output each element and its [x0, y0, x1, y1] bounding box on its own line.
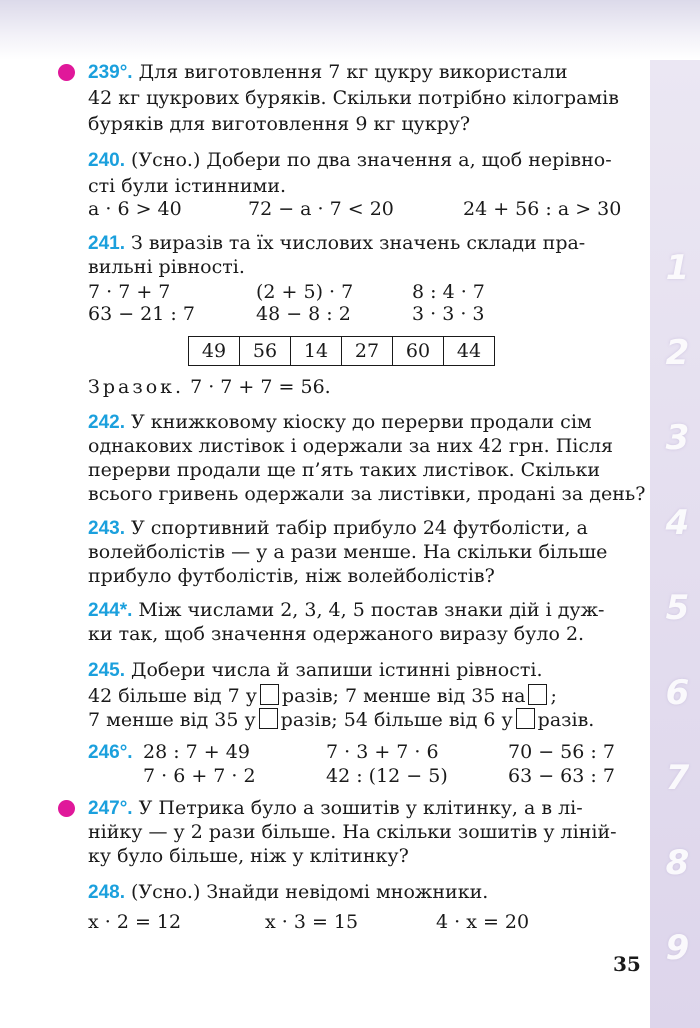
task-244-number: 244*.	[88, 600, 133, 621]
task-246-expr-r2-3: 63 − 63 : 7	[508, 765, 615, 787]
task-244-line-1	[88, 599, 604, 622]
sidebar-tab-8: 8	[665, 843, 690, 883]
task-239-line-2: 42 кг цукрових буряків. Скільки потрібно кілограмів	[88, 87, 619, 109]
task-247-line-3: ку було більше, ніж у клітинку?	[88, 845, 409, 867]
task-241-expr-r1-3: 8 : 4 · 7	[412, 281, 485, 303]
task-240-number: 240.	[88, 150, 125, 171]
task-241-expr-r2-1: 63 − 21 : 7	[88, 303, 195, 325]
task-240-expr-1: a · 6 > 40	[88, 198, 182, 220]
task-245-text-1: Добери числа й запиши істинні рівності.	[131, 659, 543, 681]
task-245-r1-c: ;	[550, 685, 557, 707]
task-243-number: 243.	[88, 518, 125, 539]
page-top-fade	[0, 0, 700, 60]
task-248-expr-3: 4 · x = 20	[436, 911, 530, 933]
sidebar-tab-6: 6	[665, 673, 690, 713]
example-label: Зразок.	[88, 376, 185, 398]
sidebar-tab-9: 9	[665, 928, 690, 968]
task-248-line-1	[88, 881, 488, 904]
task-241-expr-r1-2: (2 + 5) · 7	[256, 281, 354, 303]
task-240-line-2: сті були істинними.	[88, 175, 287, 197]
task-240-text-1: (Усно.) Добери по два значення a, щоб нерівно-	[131, 149, 612, 171]
task-241-values-table	[188, 336, 495, 366]
task-244-text-1: Між числами 2, 3, 4, 5 постав знаки дій і дуж-	[138, 599, 605, 621]
task-241-line-2: вильні рівності.	[88, 256, 245, 278]
task-246-expr-r1-2: 7 · 3 + 7 · 6	[326, 741, 439, 763]
bullet-239	[58, 64, 75, 81]
task-239-text-1: Для виготовлення 7 кг цукру використали	[138, 61, 568, 83]
task-241-expr-r2-3: 3 · 3 · 3	[412, 303, 485, 325]
task-241-number: 241.	[88, 233, 125, 254]
task-245-r1-a: 42 більше від 7 у	[88, 685, 257, 707]
answer-box[interactable]	[260, 684, 279, 705]
task-246-row-1	[88, 741, 133, 764]
value-cell: 14	[290, 337, 341, 365]
value-cell: 27	[341, 337, 392, 365]
task-247-number: 247°.	[88, 798, 133, 819]
answer-box[interactable]	[259, 708, 278, 729]
task-248-expr-2: x · 3 = 15	[265, 911, 359, 933]
task-242-line-4: всього гривень одержали за листівки, продані за день?	[88, 483, 646, 505]
task-246-expr-r2-1: 7 · 6 + 7 · 2	[143, 765, 256, 787]
task-245-r2-b: разів; 54 більше від 6 у	[280, 709, 513, 731]
task-242-line-2: однакових листівок і одержали за них 42 грн. Після	[88, 435, 614, 457]
task-248-expr-1: x · 2 = 12	[88, 911, 182, 933]
task-242-line-3: перерви продали ще п’ять таких листівок. Скільки	[88, 459, 601, 481]
task-239-line-3: буряків для виготовлення 9 кг цукру?	[88, 113, 471, 135]
task-246-number: 246°.	[88, 742, 133, 763]
task-246-expr-r1-3: 70 − 56 : 7	[508, 741, 615, 763]
task-243-line-2: волейболістів — у a рази менше. На скільки більше	[88, 541, 608, 563]
sidebar-tab-4: 4	[665, 503, 690, 543]
task-245-r1-b: разів; 7 менше від 35 на	[281, 685, 526, 707]
sidebar-tab-1: 1	[665, 248, 690, 288]
task-245-row-1	[88, 684, 557, 708]
task-247-line-2: нійку — у 2 рази більше. На скільки зошитів у ліній-	[88, 821, 617, 843]
value-cell: 60	[392, 337, 443, 365]
task-242-number: 242.	[88, 412, 125, 433]
sidebar-tab-5: 5	[665, 588, 690, 628]
task-243-line-3: прибуло футболістів, ніж волейболістів?	[88, 565, 495, 587]
task-241-expr-r2-2: 48 − 8 : 2	[256, 303, 351, 325]
answer-box[interactable]	[528, 684, 547, 705]
task-245-number: 245.	[88, 660, 125, 681]
task-240-line-1	[88, 149, 612, 172]
task-240-expr-2: 72 − a · 7 < 20	[248, 198, 394, 220]
task-239-number: 239°.	[88, 62, 133, 83]
page-number: 35	[613, 952, 641, 976]
task-242-line-1	[88, 411, 592, 434]
answer-box[interactable]	[516, 708, 535, 729]
task-239-line-1	[88, 61, 568, 84]
task-246-expr-r2-2: 42 : (12 − 5)	[326, 765, 448, 787]
task-241-expr-r1-1: 7 · 7 + 7	[88, 281, 171, 303]
task-243-line-1	[88, 517, 588, 540]
bullet-247	[58, 800, 75, 817]
sidebar-tab-3: 3	[665, 418, 690, 458]
example-text: 7 · 7 + 7 = 56.	[190, 376, 331, 398]
task-247-line-1	[88, 797, 583, 820]
sidebar-tab-2: 2	[665, 333, 690, 373]
task-241-example	[88, 376, 331, 399]
task-247-text-1: У Петрика було a зошитів у клітинку, а в лі-	[138, 797, 583, 819]
task-240-expr-3: 24 + 56 : a > 30	[463, 198, 622, 220]
task-245-r2-c: разів.	[537, 709, 595, 731]
task-245-r2-a: 7 менше від 35 у	[88, 709, 256, 731]
task-244-line-2: ки так, щоб значення одержаного виразу було 2.	[88, 623, 585, 645]
task-241-text-1: З виразів та їх числових значень склади пра-	[131, 232, 586, 254]
task-243-text-1: У спортивний табір прибуло 24 футболісти, а	[131, 517, 588, 539]
task-248-number: 248.	[88, 882, 125, 903]
task-242-text-1: У книжковому кіоску до перерви продали сім	[131, 411, 592, 433]
value-cell: 56	[239, 337, 290, 365]
task-246-expr-r1-1: 28 : 7 + 49	[143, 741, 250, 763]
sidebar-tab-7: 7	[665, 758, 690, 798]
task-245-line-1	[88, 659, 543, 682]
task-241-line-1	[88, 232, 585, 255]
value-cell: 49	[201, 340, 227, 362]
task-245-row-2	[88, 708, 594, 732]
value-cell: 44	[443, 337, 494, 365]
task-248-text-1: (Усно.) Знайди невідомі множники.	[131, 881, 489, 903]
